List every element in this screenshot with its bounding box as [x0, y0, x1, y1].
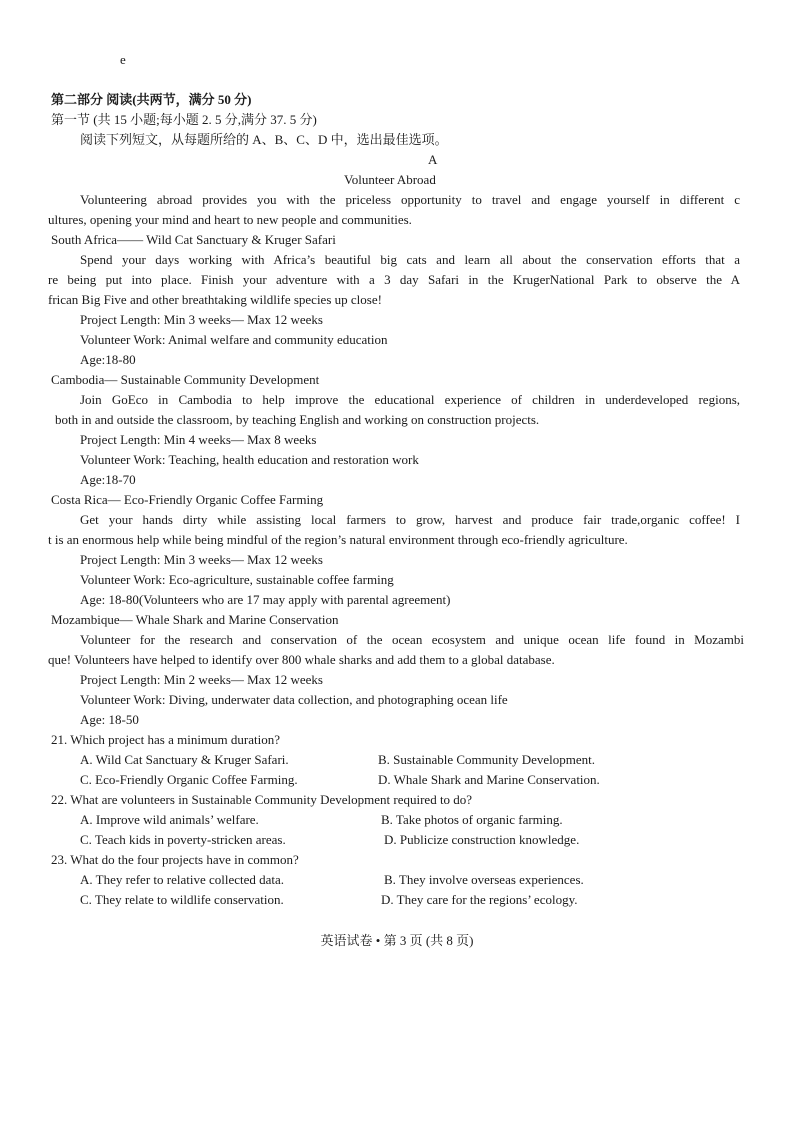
- project-desc-line: que! Volunteers have helped to identify over 800 whale sharks and add them to a global database.: [48, 652, 555, 667]
- project-age: Age:18-80: [80, 352, 136, 367]
- answer-option: B. Take photos of organic farming.: [381, 812, 563, 827]
- answer-option: A. Wild Cat Sanctuary & Kruger Safari.: [80, 752, 289, 767]
- project-length: Project Length: Min 3 weeks— Max 12 weeks: [80, 312, 323, 327]
- project-heading: Cambodia— Sustainable Community Development: [51, 372, 320, 387]
- answer-option: C. They relate to wildlife conservation.: [80, 892, 284, 907]
- project-heading: Costa Rica— Eco-Friendly Organic Coffee Farming: [51, 492, 324, 507]
- answer-option: B. They involve overseas experiences.: [384, 872, 584, 887]
- project-age: Age: 18-80(Volunteers who are 17 may apply with parental agreement): [80, 592, 451, 607]
- project-length: Project Length: Min 4 weeks— Max 8 weeks: [80, 432, 317, 447]
- project-desc-line: t is an enormous help while being mindful of the region’s natural environment through eco-friendly agriculture.: [48, 532, 628, 547]
- project-work: Volunteer Work: Teaching, health education and restoration work: [80, 452, 419, 467]
- answer-option: A. They refer to relative collected data.: [80, 872, 285, 887]
- project-desc-line: Spend your days working with Africa’s beautiful big cats and learn all about the conservation efforts that a: [80, 252, 740, 267]
- project-work: Volunteer Work: Animal welfare and community education: [80, 332, 388, 347]
- project-work: Volunteer Work: Eco-agriculture, sustainable coffee farming: [80, 572, 394, 587]
- answer-option: D. They care for the regions’ ecology.: [381, 892, 578, 907]
- intro-line: Volunteering abroad provides you with the priceless opportunity to travel and engage yourself in different c: [80, 192, 740, 207]
- project-age: Age:18-70: [80, 472, 136, 487]
- instruction: 阅读下列短文，从每题所给的 A、B、C、D 中，选出最佳选项。: [80, 132, 448, 147]
- project-work: Volunteer Work: Diving, underwater data collection, and photographing ocean life: [80, 692, 508, 707]
- question-stem: 22. What are volunteers in Sustainable Community Development required to do?: [51, 792, 473, 807]
- passage-letter: A: [428, 152, 438, 167]
- project-heading: Mozambique— Whale Shark and Marine Conservation: [51, 612, 339, 627]
- intro-line: ultures, opening your mind and heart to new people and communities.: [48, 212, 412, 227]
- project-desc-line: Get your hands dirty while assisting local farmers to grow, harvest and produce fair trade,organic coffee! I: [80, 512, 740, 527]
- question-stem: 21. Which project has a minimum duration?: [51, 732, 281, 747]
- project-length: Project Length: Min 3 weeks— Max 12 weeks: [80, 552, 323, 567]
- answer-option: C. Teach kids in poverty-stricken areas.: [80, 832, 286, 847]
- passage-title: Volunteer Abroad: [344, 172, 436, 187]
- project-desc-line: both in and outside the classroom, by teaching English and working on construction projects.: [55, 412, 540, 427]
- answer-option: C. Eco-Friendly Organic Coffee Farming.: [80, 772, 298, 787]
- project-desc-line: frican Big Five and other breathtaking wildlife species up close!: [48, 292, 382, 307]
- section-heading: 第一节 (共 15 小题;每小题 2. 5 分,满分 37. 5 分): [51, 112, 317, 127]
- answer-option: B. Sustainable Community Development.: [378, 752, 596, 767]
- page-footer: 英语试卷 • 第 3 页 (共 8 页): [320, 933, 474, 948]
- stray-mark: e: [120, 52, 126, 67]
- answer-option: D. Whale Shark and Marine Conservation.: [378, 772, 600, 787]
- project-desc-line: re being put into place. Finish your adventure with a 3 day Safari in the KrugerNational Park to observe the A: [48, 272, 740, 287]
- project-desc-line: Join GoEco in Cambodia to help improve the educational experience of children in underdeveloped regions,: [80, 392, 740, 407]
- project-age: Age: 18-50: [80, 712, 139, 727]
- question-stem: 23. What do the four projects have in common?: [51, 852, 299, 867]
- project-desc-line: Volunteer for the research and conservation of the ocean ecosystem and unique ocean life found in Mozambi: [80, 632, 744, 647]
- project-heading: South Africa—— Wild Cat Sanctuary & Kruger Safari: [51, 232, 336, 247]
- project-length: Project Length: Min 2 weeks— Max 12 weeks: [80, 672, 323, 687]
- part-heading: 第二部分 阅读(共两节，满分 50 分): [51, 92, 252, 107]
- answer-option: A. Improve wild animals’ welfare.: [80, 812, 259, 827]
- answer-option: D. Publicize construction knowledge.: [384, 832, 580, 847]
